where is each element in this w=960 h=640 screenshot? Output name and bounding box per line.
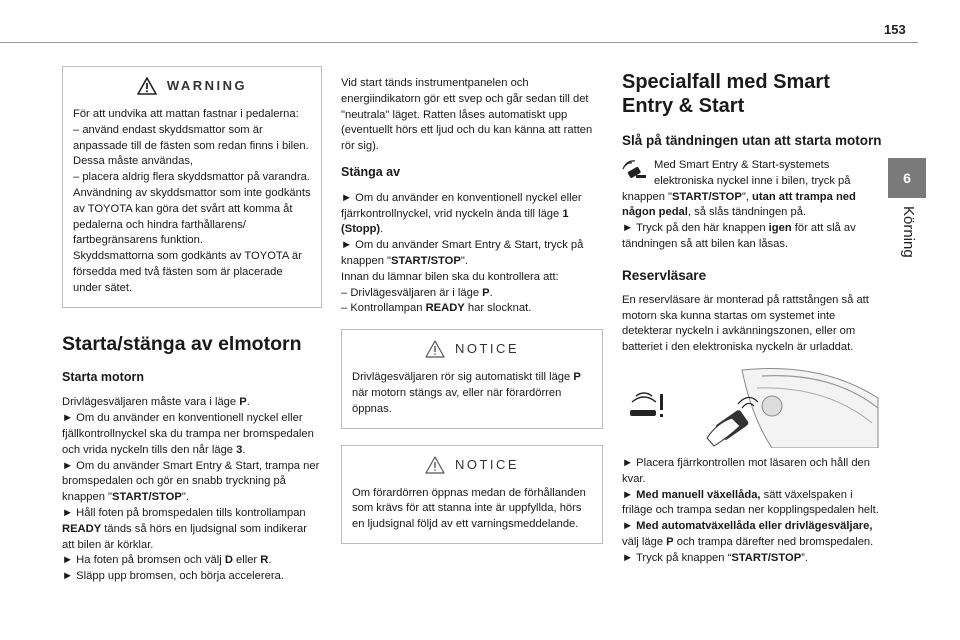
header-divider	[0, 42, 918, 43]
notice-title: NOTICE	[454, 456, 520, 472]
notice-title: NOTICE	[454, 341, 520, 357]
ignition-text: Med Smart Entry & Start-systemets elektroniska nyckel inne i bilen, tryck på knappen "START/STOP", utan att trampa ned någon pedal, så slås tändningen på.	[622, 159, 856, 219]
backup-step-4: ► Tryck på knappen “START/STOP”.	[622, 551, 808, 564]
notice-box	[341, 329, 603, 428]
warning-box	[62, 66, 322, 308]
page-number: 153	[884, 22, 906, 37]
notice-text: Drivlägesväljaren rör sig automatiskt till läge P när motorn stängs av, eller när förardörren öppnas.	[352, 371, 581, 415]
warning-line: För att undvika att mattan fastnar i pedalerna:	[73, 108, 299, 120]
warning-line: – använd endast skyddsmattor som är anpassade till de fästen som redan finns i bilen. Dessa måste användas,	[73, 123, 309, 168]
chapter-label: Körning	[900, 206, 917, 258]
notice-box	[341, 445, 603, 544]
smart-key-icon	[622, 160, 648, 188]
subheading-backup-reader: Reservläsare	[622, 267, 707, 283]
check-intro: Innan du lämnar bilen ska du kontrollera att:	[341, 270, 559, 283]
column-right	[622, 70, 884, 567]
step-2: ► Om du använder Smart Entry & Start, trampa ner bromspedalen och gör en snabb tryckning på knappen "START/STOP".	[62, 459, 320, 504]
backup-step-2: ► Med manuell växellåda, sätt växelspaken i friläge och trampa sedan ner kopplingspedalen helt.	[622, 488, 879, 517]
section-heading-start-stop: Starta/stänga av elmotorn	[62, 332, 302, 355]
ignition-off-text: ► Tryck på den här knappen igen för att slå av tändningen så att bilen kan låsas.	[622, 222, 856, 250]
step-5: ► Släpp upp bromsen, och börja accelerera.	[62, 570, 284, 583]
check-item-1: – Drivlägesväljaren är i läge P.	[341, 286, 493, 299]
subheading-stop: Stänga av	[341, 164, 401, 179]
stop-step-2: ► Om du använder Smart Entry & Start, tryck på knappen "START/STOP".	[341, 239, 584, 267]
warning-line: Skyddsmattorna som godkänts av TOYOTA är försedda med två fästen som är placerade under sätet.	[73, 250, 302, 294]
intro-text: Drivlägesväljaren måste vara i läge P.	[62, 396, 250, 409]
backup-reader-illustration	[622, 368, 884, 446]
key-signal-icon	[630, 393, 663, 417]
warning-line: Användning av skyddsmattor som inte godkänts av TOYOTA kan göra det svårt att komma åt pedalerna och hindra farthållarens/ fartbegränsarens funktion.	[73, 186, 311, 247]
start-result-text: Vid start tänds instrumentpanelen och energiindikatorn gör ett svep och går sedan till det "neutrala" läget. Ratten låses automatiskt upp (eventuellt hörs ett ljud och du kan känna att ratten rör sig).	[341, 77, 593, 153]
backup-reader-text: En reservläsare är monterad på rattstången så att motorn ska kunna startas om systemet inte detekterar nyckeln i avkänningszonen, eller om batteriet i den elektroniska nyckeln är urladdat.	[622, 293, 869, 354]
backup-step-3: ► Med automatväxellåda eller drivlägesväljare, välj läge P och trampa därefter ned bromspedalen.	[622, 520, 874, 548]
warning-line: – placera aldrig flera skyddsmattor på varandra.	[73, 171, 310, 184]
warning-title: WARNING	[166, 78, 248, 94]
backup-step-1: ► Placera fjärrkontrollen mot läsaren och håll den kvar.	[622, 456, 870, 485]
warning-triangle-icon	[137, 77, 157, 95]
subheading-start-engine: Starta motorn	[62, 369, 144, 384]
check-item-2: – Kontrollampan READY har slocknat.	[341, 302, 532, 315]
steering-wheel-illustration	[707, 369, 878, 448]
stop-step-1: ► Om du använder en konventionell nyckel eller fjärrkontrollnyckel, vrid nyckeln ända till läge 1 (Stopp).	[341, 191, 582, 236]
notice-triangle-icon	[425, 340, 445, 358]
section-heading-special-cases: Specialfall med Smart Entry & Start	[622, 71, 830, 117]
step-3: ► Håll foten på bromspedalen tills kontrollampan READY tänds så hörs en ljudsignal som indikerar att bilen är körklar.	[62, 506, 308, 551]
chapter-tab[interactable]: 6	[888, 158, 926, 198]
column-middle	[341, 76, 603, 544]
step-4: ► Ha foten på bromsen och välj D eller R.	[62, 554, 272, 567]
subheading-ignition-only: Slå på tändningen utan att starta motorn	[622, 133, 882, 148]
step-1: ► Om du använder en konventionell nyckel eller fjällkontrollnyckel ska du trampa ner bromspedalen och vrida nyckeln tills den når läge 3.	[62, 412, 314, 456]
notice-triangle-icon	[425, 456, 445, 474]
notice-text: Om förardörren öppnas medan de förhållanden som krävs för att stanna inte är uppfyllda, hörs en ljudsignal följd av ett varningsmeddelande.	[352, 486, 586, 531]
column-left	[62, 66, 322, 585]
